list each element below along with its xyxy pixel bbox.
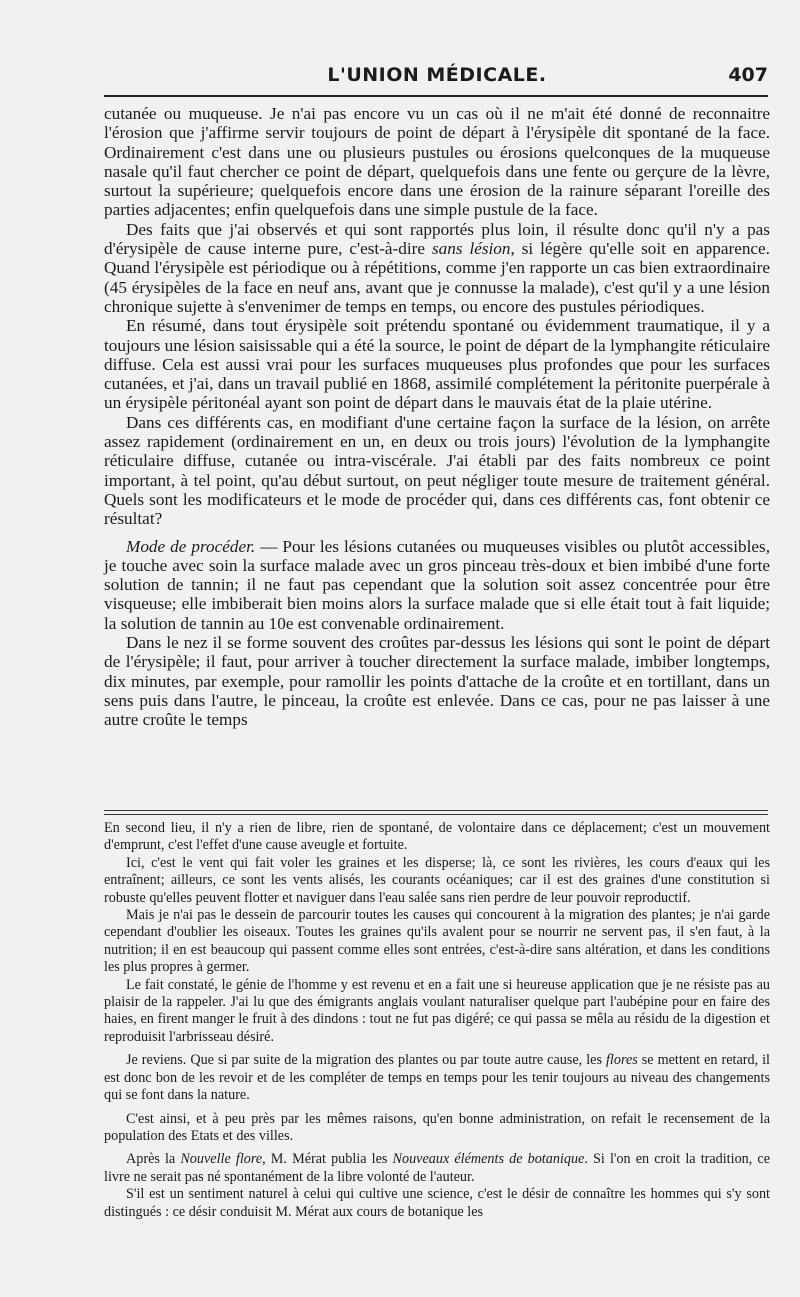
italic-word: flores bbox=[605, 1052, 638, 1069]
feuilleton-column bbox=[104, 820, 770, 1260]
feuilleton-paragraph bbox=[104, 1151, 770, 1186]
feuilleton-paragraph: Ici, c'est le vent qui fait voler les graines et les disperse; là, ce sont les rivières, les cours d'eaux qui les entraînent; ailleurs, ce sont les vents alisés, les courants océaniques; car il est des graines d'une constitution si robuste qu'elles peuvent flotter et naviguer dans l'eau salée sans rien perdre de leur pouvoir reproductif. bbox=[104, 854, 770, 906]
italic-phrase: sans lésion bbox=[431, 239, 511, 259]
header-rule bbox=[104, 95, 768, 97]
paragraph-text: — Pour les lésions cutanées ou muqueuses visibles ou plutôt accessibles, je touche avec soin la surface malade avec un gros pinceau très-doux et bien imbibé d'une forte solution de tannin; il ne faut pas cependant que la solution soit assez concentrée pour être visqueuse; elle imbiberait bien moins alors la surface malade que si elle était tout à fait liquide; la solution de tannin au 10e est convenable ordinairement. bbox=[104, 536, 770, 633]
feuilleton-paragraph: S'il est un sentiment naturel à celui qui cultive une science, c'est le désir de connaître les hommes qui s'y sont distingués : ce désir conduisit M. Mérat aux cours de botanique les bbox=[104, 1186, 770, 1220]
page-number: 407 bbox=[728, 64, 768, 86]
feuilleton-rule bbox=[104, 810, 768, 815]
paragraph-text: Après la bbox=[126, 1151, 181, 1168]
feuilleton-paragraph: En second lieu, il n'y a rien de libre, rien de spontané, de volontaire dans ce déplacement; c'est un mouvement d'emprunt, c'est l'effet d'une cause aveugle et fortuite. bbox=[104, 820, 770, 854]
paragraph-text: , si légère qu'elle soit en apparence. Quand l'érysipèle est périodique ou à répétitions, comme j'en rapporte un cas bien extraordinaire (45 érysipèles de la face en neuf ans, avant que je connusse la malade), c'est qu'il y a une lésion chronique sujette à s'envenimer de temps en temps, ou encore des pustules périodiques. bbox=[104, 239, 770, 316]
paragraph-text: se mettent en retard, il est donc bon de les revoir et de les compléter de temps en temps pour les tenir toujours au niveau des changements qui se font dans la nature. bbox=[104, 1052, 770, 1104]
feuilleton-paragraph: C'est ainsi, et à peu près par les mêmes raisons, qu'en bonne administration, on refait le recensement de la population des Etats et des villes. bbox=[104, 1110, 770, 1144]
paragraph-text: . Si l'on en croit la tradition, ce livre ne serait pas né spontanément de la libre volonté de l'auteur. bbox=[104, 1151, 771, 1185]
feuilleton-paragraph bbox=[104, 1052, 770, 1104]
paragraph-continuation: cutanée ou muqueuse. Je n'ai pas encore vu un cas où il ne m'ait été donné de reconnaitre l'érosion que j'affirme servir toujours de point de départ à l'érysipèle dit spontané de la face. Ordinairement c'est dans une ou plusieurs pustules ou érosions quelconques de la muqueuse nasale qu'il faut chercher ce point de départ, quelquefois dans une fente ou gerçure de la lèvre, surtout la supérieure; quelquefois encore dans une érosion de la rainure séparant l'oreille des parties adjacentes; enfin quelquefois dans une simple pustule de la face. bbox=[104, 104, 770, 220]
section-subheading: Mode de procéder. bbox=[126, 536, 256, 556]
running-header bbox=[104, 60, 770, 92]
paragraph-modificateurs: Dans ces différents cas, en modifiant d'une certaine façon la surface de la lésion, on arrête assez rapidement (ordinairement en un, en deux ou trois jours) l'évolution de la lymphangite réticulaire diffuse, cutanée ou intra-viscérale. J'ai établi par des faits nombreux ce point important, à tel point, qu'au début surtout, on peut négliger toute mesure de traitement général. Quels sont les modificateurs et le mode de procéder qui, dans ces différents cas, font obtenir ce résultat? bbox=[104, 412, 770, 529]
feuilleton-paragraph: Mais je n'ai pas le dessein de parcourir toutes les causes qui concourent à la migration des plantes; je n'ai garde cependant d'oublier les oiseaux. Toutes les graines qu'ils avalent pour se nourrir ne servent pas, il s'en faut, à la nutrition; il en est beaucoup qui passent comme elles sont entrées, c'est-à-dire sans altération, et dans les conditions les plus propres à germer. bbox=[104, 907, 770, 976]
paragraph-resume: En résumé, dans tout érysipèle soit prétendu spontané ou évidemment traumatique, il y a toujours une lésion saisissable qui a été la source, le point de départ de la lymphangite réticulaire diffuse. Cela est aussi vrai pour les surfaces muqueuses plus profondes que pour les surfaces cutanées, et j'ai, dans un travail publié en 1868, assimilé complétement la péritonite puerpérale à un érysipèle péritonéal ayant son point de départ dans le mauvais état de la plaie utérine. bbox=[104, 316, 770, 413]
book-title: Nouvelle flore bbox=[180, 1151, 263, 1168]
paragraph-text: Je reviens. Que si par suite de la migration des plantes ou par toute autre cause, les bbox=[126, 1052, 606, 1069]
paragraph-cause-interne bbox=[104, 220, 770, 316]
paragraph-text: Des faits que j'ai observés et qui sont rapportés plus loin, il résulte donc qu'il n'y a pas d'érysipèle de cause interne pure, c'est-à-dire bbox=[104, 219, 770, 259]
book-title: Nouveaux éléments de botanique bbox=[392, 1151, 585, 1168]
journal-title: L'UNION MÉDICALE. bbox=[327, 64, 547, 86]
feuilleton-paragraph: Le fait constaté, le génie de l'homme y est revenu et en a fait une si heureuse application que je ne résiste pas au plaisir de la rappeler. J'ai lu que des émigrants anglais voulant naturaliser quelque part l'aubépine pour en faire des haies, en firent manger le fruit à des dindons : tout ne fut pas digéré; ce qui passa se mêla au résidu de la digestion et reproduisit l'arbrisseau désiré. bbox=[104, 976, 770, 1045]
paragraph-croutes: Dans le nez il se forme souvent des croûtes par-dessus les lésions qui sont le point de départ de l'érysipèle; il faut, pour arriver à toucher directement la surface malade, imbiber longtemps, dix minutes, par exemple, pour ramollir les points d'attache de la croûte et en tortillant, dans un sens puis dans l'autre, le pinceau, la croûte est enlevée. Dans ce cas, pour ne pas laisser à une autre croûte le temps bbox=[104, 633, 770, 730]
main-text-column bbox=[104, 104, 770, 804]
paragraph-mode-de-proceder bbox=[104, 537, 770, 633]
paragraph-text: , M. Mérat publia les bbox=[262, 1151, 393, 1168]
